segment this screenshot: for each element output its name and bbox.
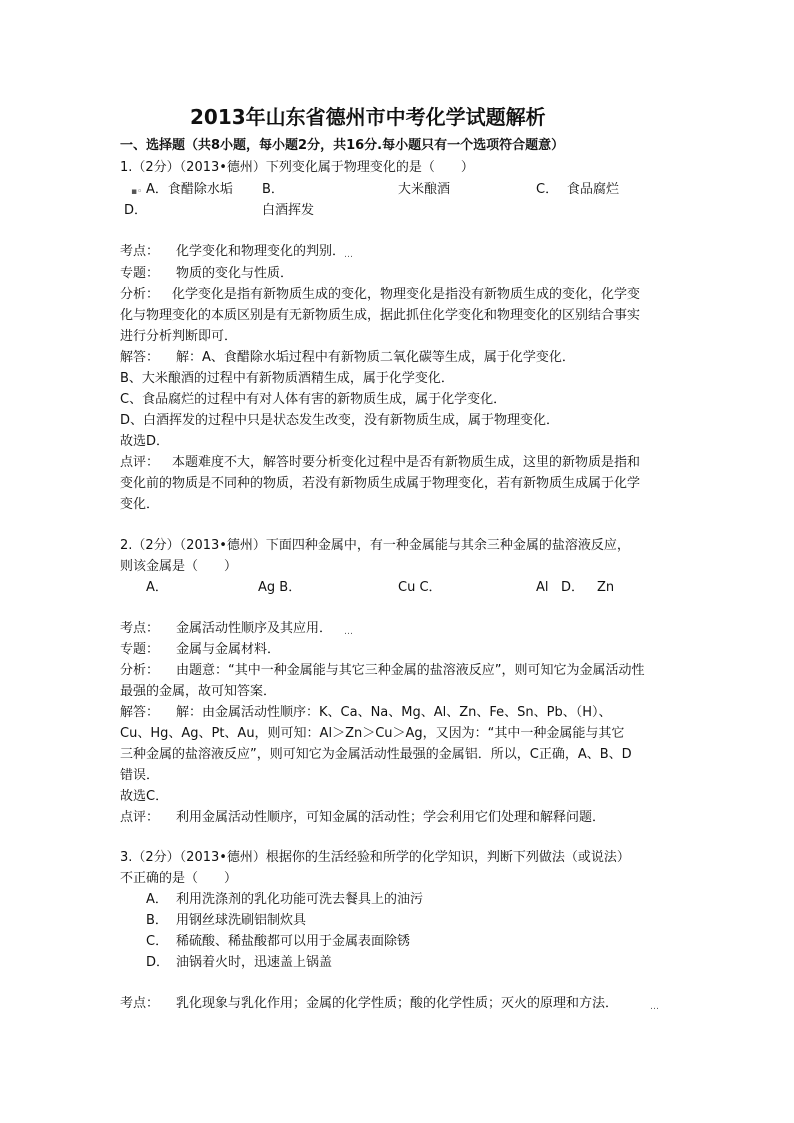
q1-option-c-text: 食品腐烂 bbox=[567, 182, 620, 197]
q1-stem: 1.（2分）（2013•德州）下列变化属于物理变化的是（ ） bbox=[120, 160, 474, 175]
q3-option-d-label: D． bbox=[146, 955, 170, 970]
q2-kaodian: 金属活动性顺序及其应用． bbox=[176, 621, 333, 636]
q1-dianping-label: 点评： bbox=[120, 455, 160, 470]
q2-fenxi-line: 最强的金属，故可知答案． bbox=[120, 684, 277, 699]
q1-jieda-line: D、白酒挥发的过程中只是状态发生改变，没有新物质生成，属于物理变化． bbox=[120, 413, 560, 428]
q2-zhuanti-label: 专题： bbox=[120, 642, 160, 657]
q1-fenxi-line: 进行分析判断即可． bbox=[120, 329, 238, 344]
q3-option-d-text: 油锅着火时，迅速盖上锅盖 bbox=[176, 955, 333, 970]
q1-answer: 故选D． bbox=[120, 434, 170, 449]
q2-zhuanti: 金属与金属材料． bbox=[176, 642, 281, 657]
q2-jieda-label: 解答： bbox=[120, 705, 160, 720]
q2-jieda-line: 解：由金属活动性顺序：K、Ca、Na、Mg、Al、Zn、Fe、Sn、Pb、（H）、 bbox=[176, 705, 612, 720]
q1-fenxi-line: 化学变化是指有新物质生成的变化，物理变化是指没有新物质生成的变化，化学变 bbox=[172, 287, 641, 302]
q2-kaodian-label: 考点： bbox=[120, 621, 160, 636]
q1-jieda-label: 解答： bbox=[120, 350, 160, 365]
q3-kaodian: 乳化现象与乳化作用；金属的化学性质；酸的化学性质；灭火的原理和方法． bbox=[176, 996, 619, 1011]
q2-jieda-line: Cu、Hg、Ag、Pt、Au，则可知：Al＞Zn＞Cu＞Ag，又因为：“其中一种金属能与其它 bbox=[120, 726, 625, 741]
q3-stem: 不正确的是（ ） bbox=[120, 871, 238, 886]
q1-zhuanti-label: 专题： bbox=[120, 266, 160, 281]
q1-option-b-label: B． bbox=[262, 182, 284, 197]
q2-jieda-line: 错误． bbox=[120, 768, 160, 783]
q3-option-a-text: 利用洗涤剂的乳化功能可洗去餐具上的油污 bbox=[176, 892, 424, 907]
q1-dianping-line: 变化前的物质是不同种的物质，若没有新物质生成属于物理变化，若有新物质生成属于化学 bbox=[120, 476, 641, 491]
q2-fenxi-line: 由题意：“其中一种金属能与其它三种金属的盐溶液反应”，则可知它为金属活动性 bbox=[176, 663, 645, 678]
edit-mark-icon: … bbox=[344, 250, 353, 260]
page-title: 2013年山东省德州市中考化学试题解析 bbox=[190, 105, 546, 129]
q2-stem: 2.（2分）（2013•德州）下面四种金属中，有一种金属能与其余三种金属的盐溶液反应， bbox=[120, 538, 630, 553]
q3-kaodian-label: 考点： bbox=[120, 996, 160, 1011]
edit-mark-icon: ▪◦ bbox=[131, 187, 143, 197]
q3-option-a-label: A． bbox=[146, 892, 168, 907]
q1-option-d-label: D． bbox=[124, 203, 148, 218]
q2-stem: 则该金属是（ ） bbox=[120, 559, 238, 574]
q1-fenxi-line: 化与物理变化的本质区别是有无新物质生成，据此抓住化学变化和物理变化的区别结合事实 bbox=[120, 308, 641, 323]
q3-option-b-label: B． bbox=[146, 913, 168, 928]
q1-zhuanti: 物质的变化与性质． bbox=[176, 266, 294, 281]
edit-mark-icon: … bbox=[650, 1002, 659, 1012]
q1-fenxi-label: 分析： bbox=[120, 287, 160, 302]
q1-kaodian-label: 考点： bbox=[120, 244, 160, 259]
q3-option-c-text: 稀硫酸、稀盐酸都可以用于金属表面除锈 bbox=[176, 934, 411, 949]
q2-option-b-text: Cu C． bbox=[398, 580, 442, 595]
q1-option-b-text: 大米酿酒 bbox=[398, 182, 451, 197]
q2-option-d-label: D． bbox=[561, 580, 585, 595]
q2-option-a-label: A． bbox=[146, 580, 168, 595]
edit-mark-icon: … bbox=[344, 627, 353, 637]
q1-option-d-text: 白酒挥发 bbox=[262, 203, 315, 218]
q1-option-a: A．食醋除水垢 bbox=[146, 182, 233, 197]
q1-dianping-line: 变化． bbox=[120, 497, 160, 512]
q3-option-b-text: 用钢丝球洗刷铝制炊具 bbox=[176, 913, 307, 928]
q2-fenxi-label: 分析： bbox=[120, 663, 160, 678]
q1-jieda-line: C、食品腐烂的过程中有对人体有害的新物质生成，属于化学变化． bbox=[120, 392, 507, 407]
q2-answer: 故选C． bbox=[120, 789, 169, 804]
q2-option-d-text: Zn bbox=[597, 580, 615, 595]
section-heading: 一、选择题（共8小题，每小题2分，共16分.每小题只有一个选项符合题意） bbox=[120, 138, 565, 153]
q3-option-c-label: C． bbox=[146, 934, 169, 949]
q1-option-c-label: C． bbox=[536, 182, 559, 197]
q2-dianping-label: 点评： bbox=[120, 810, 160, 825]
q1-kaodian: 化学变化和物理变化的判别． bbox=[176, 244, 346, 259]
q1-jieda-line: B、大米酿酒的过程中有新物质酒精生成，属于化学变化． bbox=[120, 371, 454, 386]
q2-dianping: 利用金属活动性顺序，可知金属的活动性；学会利用它们处理和解释问题． bbox=[176, 810, 606, 825]
q3-stem: 3.（2分）（2013•德州）根据你的生活经验和所学的化学知识，判断下列做法（或说法） bbox=[120, 850, 630, 865]
q2-option-c-text: Al bbox=[536, 580, 549, 595]
q1-dianping-line: 本题难度不大，解答时要分析变化过程中是否有新物质生成，这里的新物质是指和 bbox=[172, 455, 641, 470]
q2-option-a-text: Ag B． bbox=[258, 580, 302, 595]
q1-jieda-line: 解：A、食醋除水垢过程中有新物质二氧化碳等生成，属于化学变化． bbox=[176, 350, 575, 365]
q2-jieda-line: 三种金属的盐溶液反应”，则可知它为金属活动性最强的金属铝．所以，C正确，A、B、D bbox=[120, 747, 632, 762]
